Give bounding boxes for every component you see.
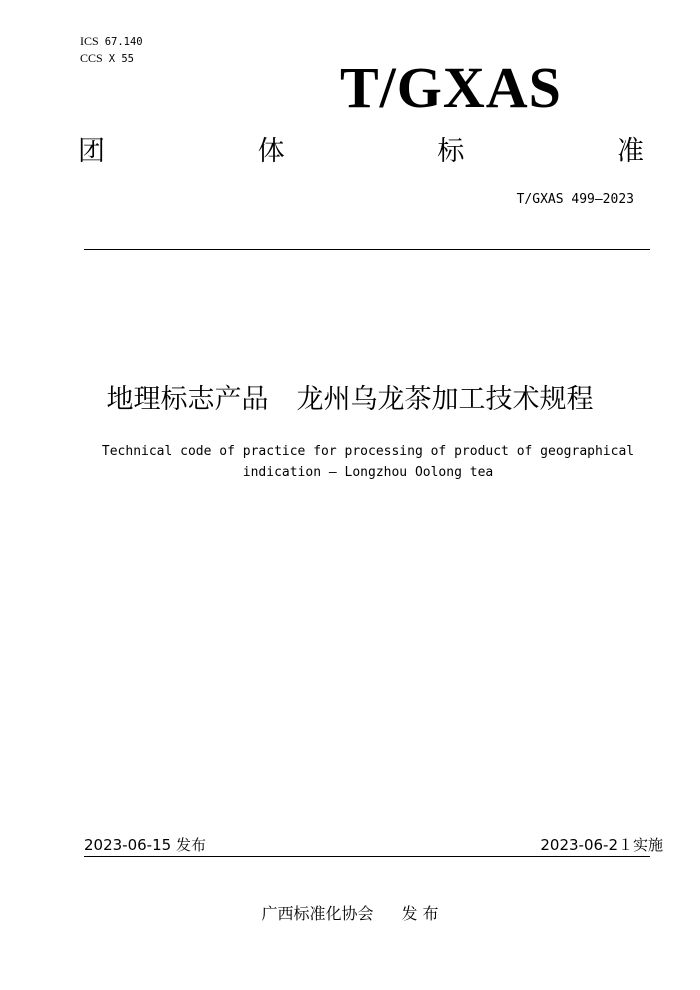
classification-codes xyxy=(80,33,143,67)
english-title: Technical code of practice for processing of product of geographical indication — Longzhou Oolong tea xyxy=(101,444,635,480)
issuer-line xyxy=(0,902,700,926)
doc-type-char: 准 xyxy=(616,136,644,167)
ics-code: 67.140 xyxy=(104,36,143,48)
ics-line xyxy=(80,33,143,50)
issue-action: 发 布 xyxy=(401,904,439,923)
ccs-line xyxy=(80,50,143,67)
footer-divider xyxy=(84,856,650,857)
ccs-code: X 55 xyxy=(108,53,134,65)
issuer-name: 广西标准化协会 xyxy=(261,904,374,923)
issue-date: 2023-06-15 发布 xyxy=(84,836,206,854)
title-part-2: 龙州乌龙茶加工技术规程 xyxy=(296,384,594,415)
implementation-date: 2023-06-2１实施 xyxy=(540,836,663,854)
doc-type-char: 体 xyxy=(257,136,285,167)
standard-logo: T/GXAS xyxy=(340,55,562,120)
standard-number: T/GXAS 499—2023 xyxy=(516,192,634,207)
chinese-title xyxy=(0,376,700,424)
title-part-1: 地理标志产品 xyxy=(106,384,269,415)
doc-type-char: 标 xyxy=(437,136,465,167)
header-divider xyxy=(84,249,650,250)
ccs-label: CCS xyxy=(80,51,103,65)
document-type xyxy=(78,132,644,172)
doc-type-char: 团 xyxy=(78,136,105,167)
ics-label: ICS xyxy=(80,34,99,48)
